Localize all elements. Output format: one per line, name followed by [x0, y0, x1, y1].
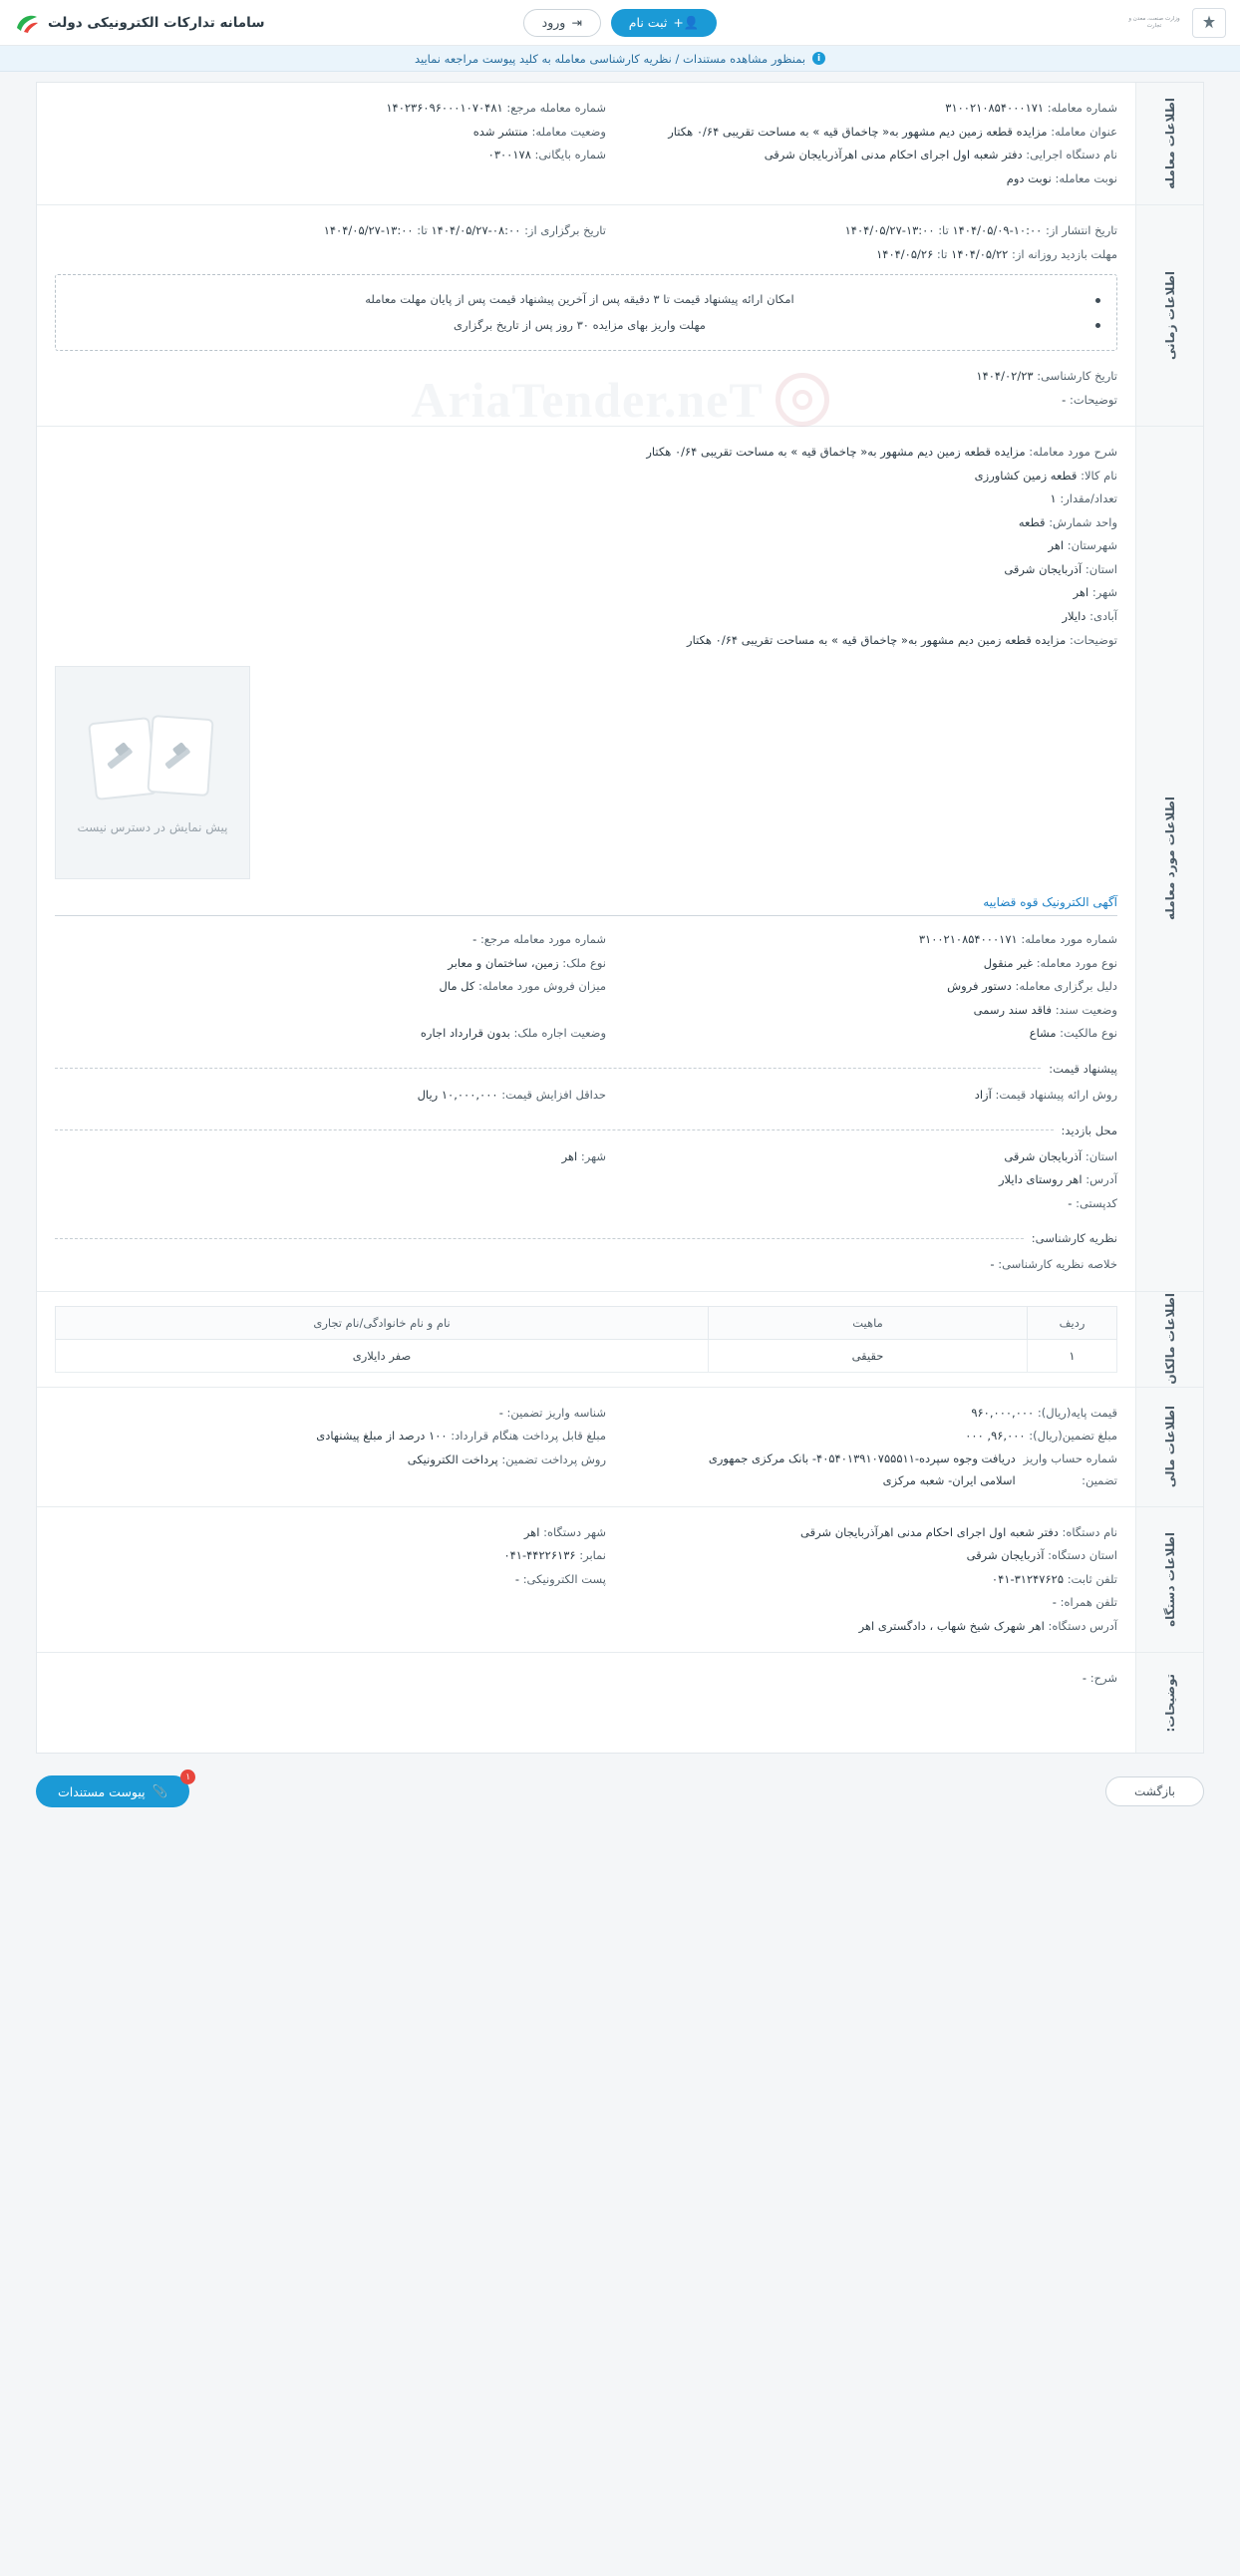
goods-name-label: نام کالا: — [1081, 468, 1117, 483]
contract-payment-label: مبلغ قابل پرداخت هنگام قرارداد: — [451, 1429, 606, 1444]
section-label-time-info-text: اطلاعات زمانی — [1162, 271, 1177, 361]
time-rule-1-text: امکان ارائه پیشنهاد قیمت تا ۳ دقیقه پس از آخرین پیشنهاد قیمت پس از پایان مهلت معامله — [365, 292, 794, 307]
expert-opinion-header — [55, 1231, 1117, 1245]
subject-desc-label: شرح مورد معامله: — [1029, 445, 1117, 460]
guarantee-amount-label: مبلغ تضمین(ریال): — [1029, 1429, 1117, 1444]
visit-left-col — [55, 1145, 606, 1216]
section-label-agency-text: اطلاعات دستگاه — [1162, 1532, 1177, 1627]
visit-location-header — [55, 1124, 1117, 1137]
agency-phone-label: تلفن ثابت: — [1067, 1571, 1117, 1586]
section-subject-info — [37, 427, 1203, 1292]
section-notes — [37, 1653, 1203, 1753]
quantity-value: ۱ — [1050, 491, 1057, 506]
hold-from-label: تاریخ برگزاری از: — [524, 223, 606, 238]
attach-documents-button-label: پیوست مستندات — [58, 1783, 146, 1799]
owner-index-cell: ۱ — [1028, 1339, 1117, 1372]
deal-info-right-col — [606, 97, 1117, 190]
agency-title-label: نام دستگاه: — [1062, 1524, 1117, 1539]
deal-number-value: ۳۱۰۰۲۱۰۸۵۴۰۰۰۱۷۱ — [945, 101, 1045, 115]
attach-documents-button[interactable] — [36, 1771, 191, 1807]
city-value: اهر — [1073, 585, 1089, 600]
ministry-logo-block — [1123, 8, 1226, 38]
time-info-right-col — [606, 219, 1117, 266]
visit-to-label: تا: — [936, 246, 948, 261]
agency-left-col — [55, 1521, 606, 1639]
agency-province-label: استان دستگاه: — [1048, 1548, 1117, 1563]
login-button[interactable] — [523, 9, 601, 37]
offer-method-label: روش ارائه پیشنهاد قیمت: — [995, 1087, 1117, 1102]
expert-summary-value: - — [990, 1257, 995, 1272]
section-label-deal-info-text: اطلاعات معامله — [1162, 98, 1177, 190]
judiciary-announcement-link-label: آگهی الکترونیک قوه قضاییه — [983, 895, 1117, 910]
page-container — [0, 72, 1240, 1754]
divider-line — [55, 1238, 1024, 1239]
section-label-subject-info-text: اطلاعات مورد معامله — [1162, 797, 1177, 921]
info-icon: i — [812, 52, 825, 65]
section-agency — [37, 1507, 1203, 1654]
visit-to-value: ۱۴۰۴/۰۵/۲۶ — [876, 246, 934, 261]
financial-left-col — [55, 1402, 606, 1492]
auth-buttons — [470, 9, 770, 37]
preview-placeholder — [55, 666, 250, 879]
offer-method-value: آزاد — [974, 1087, 992, 1102]
owners-table — [55, 1306, 1117, 1373]
financial-right-col — [606, 1402, 1117, 1492]
documents-icon — [88, 711, 217, 806]
back-button-label: بازگشت — [1134, 1784, 1175, 1799]
deal-info-left-col — [55, 97, 606, 190]
ref-deal-number-value: ۱۴۰۲۳۶۰۹۶۰۰۰۱۰۷۰۴۸۱ — [386, 101, 503, 115]
village-label: آبادی: — [1089, 609, 1117, 624]
deal-status-value: منتشر شده — [472, 124, 528, 139]
deal-turn-label: نوبت معامله: — [1055, 170, 1117, 185]
publish-to-label: تا: — [938, 223, 949, 238]
agency-city-label: شهر دستگاه: — [543, 1524, 606, 1539]
deal-title-value: مزایده قطعه زمین دیم مشهور به« چاخماق قیه » به مساحت تقریبی ۰/۶۴ هکتار — [668, 124, 1048, 139]
subject-desc-value: مزایده قطعه زمین دیم مشهور به« چاخماق قیه » به مساحت تقریبی ۰/۶۴ هکتار — [646, 445, 1026, 460]
section-label-agency — [1135, 1507, 1203, 1653]
property-type-label: نوع ملک: — [562, 955, 606, 970]
section-label-notes-text: توضیحات: — [1162, 1674, 1177, 1733]
doc-status-value: فاقد سند رسمی — [973, 1002, 1053, 1017]
price-offer-header-label: پیشنهاد قیمت: — [1049, 1061, 1117, 1076]
section-label-time-info — [1135, 205, 1203, 426]
archive-number-label: شماره بایگانی: — [534, 148, 606, 162]
reason-value: دستور فروش — [947, 979, 1012, 994]
province-label: استان: — [1085, 561, 1117, 576]
county-label: شهرستان: — [1067, 538, 1117, 553]
guarantee-account-label: شماره حساب واریز تضمین: — [1023, 1450, 1117, 1487]
visit-location-header-label: محل بازدید: — [1061, 1123, 1117, 1137]
subject-number-value: ۳۱۰۰۲۱۰۸۵۴۰۰۰۱۷۱ — [918, 932, 1018, 947]
lease-status-label: وضعیت اجاره ملک: — [513, 1026, 606, 1041]
owner-name-cell: صفر دایلاری — [56, 1339, 709, 1372]
time-rule-item — [72, 313, 1100, 338]
agency-phone-value: ۰۴۱-۳۱۲۴۷۶۲۵ — [991, 1571, 1065, 1586]
attachment-count-badge: ۱ — [180, 1770, 195, 1784]
goods-name-value: قطعه زمین کشاورزی — [974, 468, 1078, 483]
table-row — [56, 1339, 1117, 1372]
guarantee-amount-value: ۹۶,۰۰۰, ۰۰۰ — [965, 1429, 1026, 1444]
city-label: شهر: — [1091, 585, 1117, 600]
ownership-type-value: مشاع — [1029, 1026, 1057, 1041]
section-body-agency — [37, 1507, 1135, 1653]
ministry-caption: وزارت صنعت، معدن و تجارت — [1128, 15, 1180, 29]
site-brand — [14, 10, 265, 36]
time-info-left-col — [55, 219, 606, 266]
section-owners — [37, 1292, 1203, 1388]
deal-status-label: وضعیت معامله: — [531, 124, 606, 139]
time-desc-label: توضیحات: — [1069, 392, 1117, 407]
guarantee-method-label: روش پرداخت تضمین: — [501, 1451, 606, 1466]
sale-share-label: میزان فروش مورد معامله: — [477, 979, 606, 994]
expert-summary-label: خلاصه نظریه کارشناسی: — [998, 1257, 1117, 1272]
doc-status-label: وضعیت سند: — [1055, 1002, 1117, 1017]
agency-city-value: اهر — [523, 1524, 540, 1539]
section-body-notes — [37, 1653, 1135, 1753]
ownership-type-label: نوع مالکیت: — [1060, 1026, 1117, 1041]
subject-type-value: غیر منقول — [983, 955, 1034, 970]
agency-right-col — [606, 1521, 1117, 1639]
attachment-preview-area — [55, 666, 1117, 879]
gavel-icon — [100, 737, 146, 783]
ref-subject-number-label: شماره مورد معامله مرجع: — [479, 932, 606, 947]
min-increment-value: ۱۰,۰۰۰,۰۰۰ ریال — [417, 1087, 498, 1102]
section-body-subject-info — [37, 427, 1135, 1291]
visit-from-label: مهلت بازدید روزانه از: — [1012, 246, 1117, 261]
agency-email-label: پست الکترونیکی: — [522, 1571, 606, 1586]
unit-label: واحد شمارش: — [1049, 514, 1117, 529]
subject-detail-left-col — [55, 928, 606, 1046]
publish-from-value: ۱۴۰۴/۰۵/۰۹-۱۰:۰۰ — [952, 223, 1043, 238]
time-desc-value: - — [1062, 392, 1067, 407]
section-body-time-info — [37, 205, 1135, 426]
section-label-notes — [1135, 1653, 1203, 1753]
section-label-owners-text: اطلاعات مالکان — [1162, 1293, 1177, 1386]
notes-desc-value: - — [1082, 1671, 1087, 1686]
section-label-financial — [1135, 1388, 1203, 1506]
contract-payment-value: ۱۰۰ درصد از مبلغ پیشنهادی — [316, 1429, 448, 1444]
ref-deal-number-label: شماره معامله مرجع: — [506, 101, 606, 115]
section-deal-info — [37, 83, 1203, 205]
agency-mobile-label: تلفن همراه: — [1060, 1595, 1117, 1610]
watermark-text: AriaTender.neT — [411, 372, 764, 428]
deal-turn-value: نوبت دوم — [1006, 170, 1052, 185]
agency-fax-value: ۰۴۱-۴۴۲۲۶۱۳۶ — [503, 1548, 576, 1563]
guarantee-method-value: پرداخت الکترونیکی — [407, 1451, 498, 1466]
ref-subject-number-value: - — [472, 932, 477, 947]
notes-desc-label: شرح: — [1089, 1671, 1117, 1686]
attachment-notice-bar — [0, 46, 1240, 72]
province-value: آذربایجان شرقی — [1004, 561, 1083, 576]
site-title: سامانه تدارکات الکترونیکی دولت — [48, 14, 265, 31]
agency-address-label: آدرس دستگاه: — [1048, 1618, 1117, 1633]
price-left-col — [55, 1084, 606, 1108]
visit-address-label: آدرس: — [1085, 1172, 1117, 1187]
register-button[interactable] — [611, 9, 718, 37]
reason-label: دلیل برگزاری معامله: — [1015, 979, 1117, 994]
agency-province-value: آذربایجان شرقی — [966, 1548, 1045, 1563]
subject-type-label: نوع مورد معامله: — [1036, 955, 1117, 970]
section-body-deal-info — [37, 83, 1135, 204]
publish-from-label: تاریخ انتشار از: — [1046, 223, 1117, 238]
visit-postal-label: کدپستی: — [1076, 1195, 1117, 1210]
visit-from-value: ۱۴۰۴/۰۵/۲۲ — [951, 246, 1009, 261]
login-button-label: ورود — [541, 15, 566, 30]
agency-fax-label: نمابر: — [579, 1548, 606, 1563]
agency-title-value: دفتر شعبه اول اجرای احکام مدنی اهرآذربایجان شرقی — [800, 1524, 1059, 1539]
lease-status-value: بدون قرارداد اجاره — [420, 1026, 510, 1041]
visit-province-label: استان: — [1085, 1148, 1117, 1163]
visit-city-label: شهر: — [580, 1148, 606, 1163]
preview-unavailable-text: پیش نمایش در دسترس نیست — [77, 820, 228, 835]
owners-col-index: ردیف — [1028, 1306, 1117, 1339]
subject-notes-label: توضیحات: — [1069, 632, 1117, 647]
owners-col-nature: ماهیت — [709, 1306, 1028, 1339]
visit-city-value: اهر — [561, 1148, 578, 1163]
quantity-label: تعداد/مقدار: — [1060, 491, 1117, 506]
expert-date-value: ۱۴۰۴/۰۲/۲۳ — [976, 368, 1034, 383]
deal-title-label: عنوان معامله: — [1051, 124, 1117, 139]
attachment-notice-text: بمنظور مشاهده مستندات / نظریه کارشناسی معامله به کلید پیوست مراجعه نمایید — [414, 51, 806, 66]
login-arrow-icon: ⇥ — [571, 15, 582, 30]
section-label-financial-text: اطلاعات مالی — [1162, 1406, 1177, 1488]
price-right-col — [606, 1084, 1117, 1108]
divider-line — [55, 1068, 1041, 1069]
section-time-info — [37, 205, 1203, 427]
section-body-owners — [37, 1292, 1135, 1387]
section-label-owners — [1135, 1292, 1203, 1387]
top-bar — [0, 0, 1240, 46]
expert-date-label: تاریخ کارشناسی: — [1037, 368, 1117, 383]
paperclip-icon: 📎 — [152, 1783, 168, 1799]
agency-name-value: دفتر شعبه اول اجرای احکام مدنی اهرآذربایجان شرقی — [764, 148, 1023, 162]
sale-share-value: کل مال — [439, 979, 475, 994]
section-body-financial — [37, 1388, 1135, 1506]
back-button[interactable] — [1105, 1776, 1204, 1806]
village-value: دایلار — [1062, 609, 1086, 624]
base-price-value: ۹۶۰,۰۰۰,۰۰۰ — [971, 1405, 1035, 1420]
county-value: اهر — [1048, 538, 1065, 553]
hold-from-value: ۱۴۰۴/۰۵/۲۷-۰۸:۰۰ — [431, 223, 521, 238]
agency-email-value: - — [514, 1571, 520, 1586]
user-plus-icon: 👤+ — [673, 14, 700, 30]
visit-right-col — [606, 1145, 1117, 1216]
ministry-emblem-icon — [1192, 8, 1226, 38]
price-offer-header — [55, 1062, 1117, 1076]
section-label-subject-info — [1135, 427, 1203, 1291]
time-rule-2-text: مهلت واریز بهای مزایده ۳۰ روز پس از تاریخ برگزاری — [454, 317, 706, 332]
footer-actions — [0, 1754, 1240, 1833]
time-rule-item — [72, 287, 1100, 312]
section-financial — [37, 1388, 1203, 1507]
owners-col-name: نام و نام خانوادگی/نام تجاری — [56, 1306, 709, 1339]
visit-province-value: آذربایجان شرقی — [1004, 1148, 1083, 1163]
agency-address-value: اهر شهرک شیخ شهاب ، دادگستری اهر — [858, 1618, 1045, 1633]
bullet-icon — [1095, 323, 1100, 328]
base-price-label: قیمت پایه(ریال): — [1037, 1405, 1117, 1420]
time-rules-box — [55, 274, 1117, 351]
agency-name-label: نام دستگاه اجرایی: — [1026, 148, 1117, 162]
owners-table-header-row — [56, 1306, 1117, 1339]
agency-mobile-value: - — [1052, 1595, 1057, 1610]
subject-number-label: شماره مورد معامله: — [1021, 932, 1117, 947]
deposit-id-value: - — [498, 1405, 503, 1420]
bullet-icon — [1095, 298, 1100, 303]
visit-address-value: اهر روستای دایلار — [998, 1172, 1083, 1187]
judiciary-announcement-link[interactable] — [55, 895, 1117, 916]
unit-value: قطعه — [1018, 514, 1046, 529]
gavel-icon — [157, 737, 203, 783]
setadiran-logo-icon — [14, 10, 40, 36]
owner-nature-cell: حقیقی — [709, 1339, 1028, 1372]
min-increment-label: حداقل افزایش قیمت: — [501, 1087, 606, 1102]
visit-postal-value: - — [1068, 1195, 1073, 1210]
register-button-label: ثبت نام — [628, 15, 668, 30]
deal-number-label: شماره معامله: — [1047, 101, 1117, 115]
guarantee-account-value: دریافت وجوه سپرده-۴۰۵۴۰۱۳۹۱۰۷۵۵۵۱۱- بانک مرکزی جمهوری اسلامی ایران- شعبه مرکزی — [708, 1450, 1016, 1487]
subject-notes-value: مزایده قطعه زمین دیم مشهور به« چاخماق قیه » به مساحت تقریبی ۰/۶۴ هکتار — [687, 632, 1067, 647]
hold-to-label: تا: — [417, 223, 428, 238]
property-type-value: زمین، ساختمان و معابر — [448, 955, 559, 970]
hold-to-value: ۱۴۰۴/۰۵/۲۷-۱۳:۰۰ — [323, 223, 414, 238]
subject-detail-right-col — [606, 928, 1117, 1046]
archive-number-value: ۰۳۰۰۱۷۸ — [487, 148, 531, 162]
deposit-id-label: شناسه واریز تضمین: — [506, 1405, 606, 1420]
section-label-deal-info — [1135, 83, 1203, 204]
detail-card — [36, 82, 1204, 1754]
expert-opinion-header-label: نظریه کارشناسی: — [1031, 1231, 1117, 1246]
divider-line — [55, 1129, 1054, 1130]
publish-to-value: ۱۴۰۴/۰۵/۲۷-۱۳:۰۰ — [844, 223, 935, 238]
